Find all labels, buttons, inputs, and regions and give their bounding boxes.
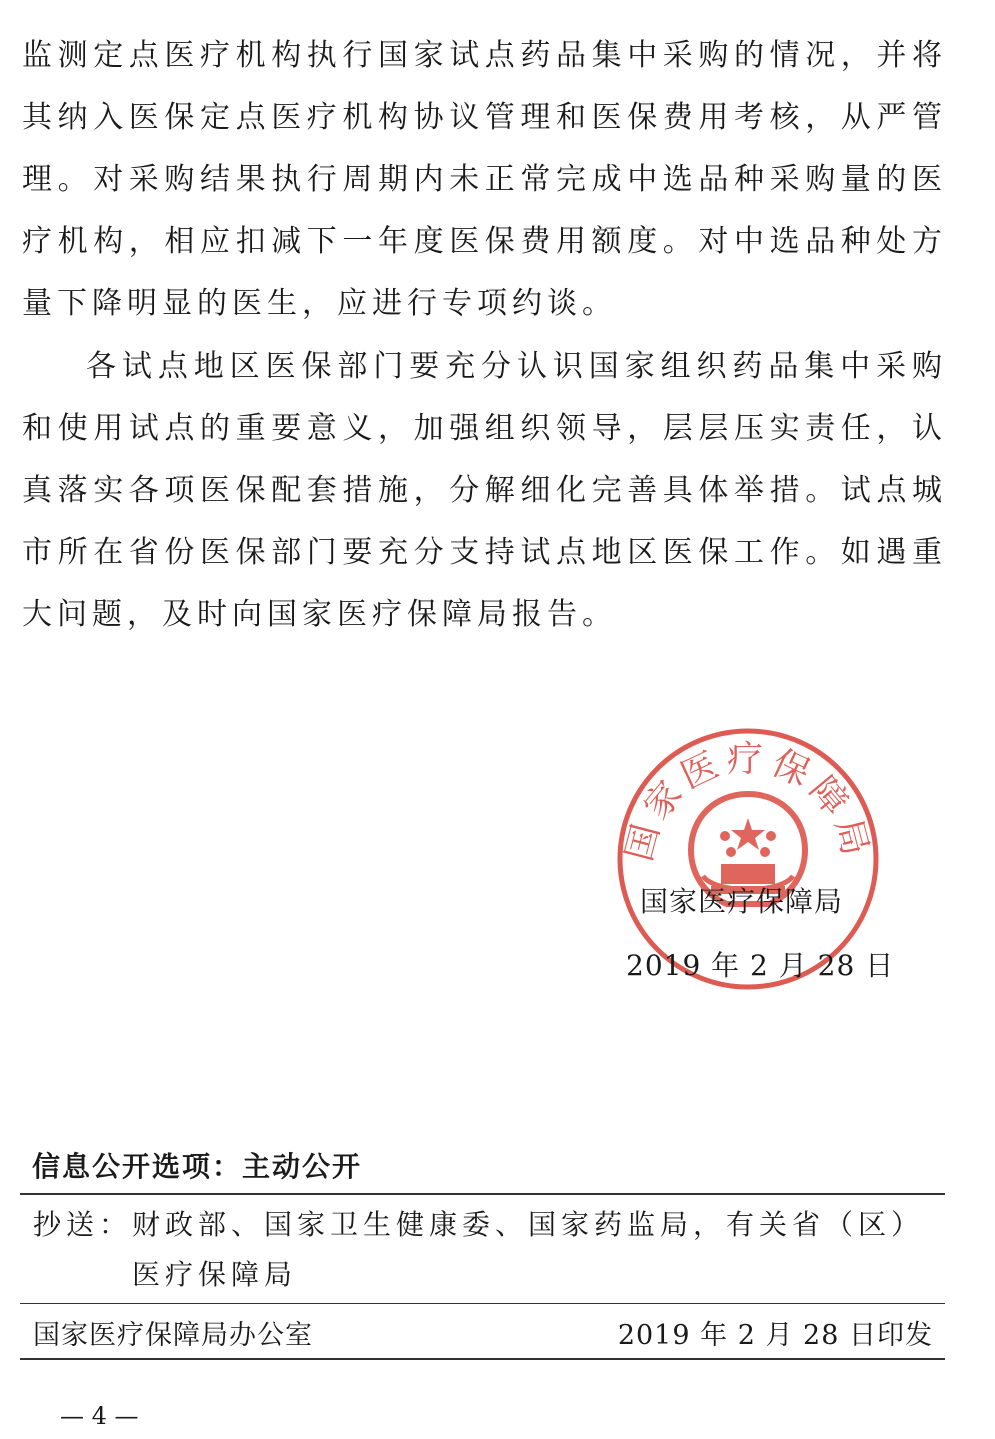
seal-text: 国家医疗保障局 [618, 739, 878, 866]
issue-date: 2019 年 2 月 28 日印发 [617, 1320, 933, 1351]
signature-date: 2019 年 2 月 28 日 [626, 949, 895, 982]
cc-recipients-line-1: 财政部、国家卫生健康委、国家药监局，有关省（区） [132, 1208, 925, 1241]
signature-organization: 国家医疗保障局 [640, 885, 844, 918]
page-number: — 4 — [60, 1402, 139, 1430]
divider-bottom [20, 1358, 945, 1360]
body-paragraph-2: 各试点地区医保部门要充分认识国家组织药品集中采购和使用试点的重要意义，加强组织领导，层层压实责任，认真落实各项医保配套措施，分解细化完善具体举措。试点城市所在省份医保部门要充分支持试点地区医保工作。如遇重大问题，及时向国家医疗保障局报告。 [22, 349, 947, 632]
divider-middle [20, 1303, 945, 1304]
divider-top [20, 1193, 945, 1195]
body-paragraph-1: 监测定点医疗机构执行国家试点药品集中采购的情况，并将其纳入医保定点医疗机构协议管理和医保费用考核，从严管理。对采购结果执行周期内未正常完成中选品种采购量的医疗机构，相应扣减下一年度医保费用额度。对中选品种处方量下降明显的医生，应进行专项约谈。 [22, 38, 947, 321]
cc-recipients-line-2: 医疗保障局 [132, 1258, 298, 1291]
issuing-office: 国家医疗保障局办公室 [33, 1320, 313, 1351]
cc-label: 抄送： [33, 1208, 133, 1241]
info-disclosure-option: 信息公开选项：主动公开 [32, 1150, 363, 1183]
svg-text:国家医疗保障局 [619, 739, 877, 865]
